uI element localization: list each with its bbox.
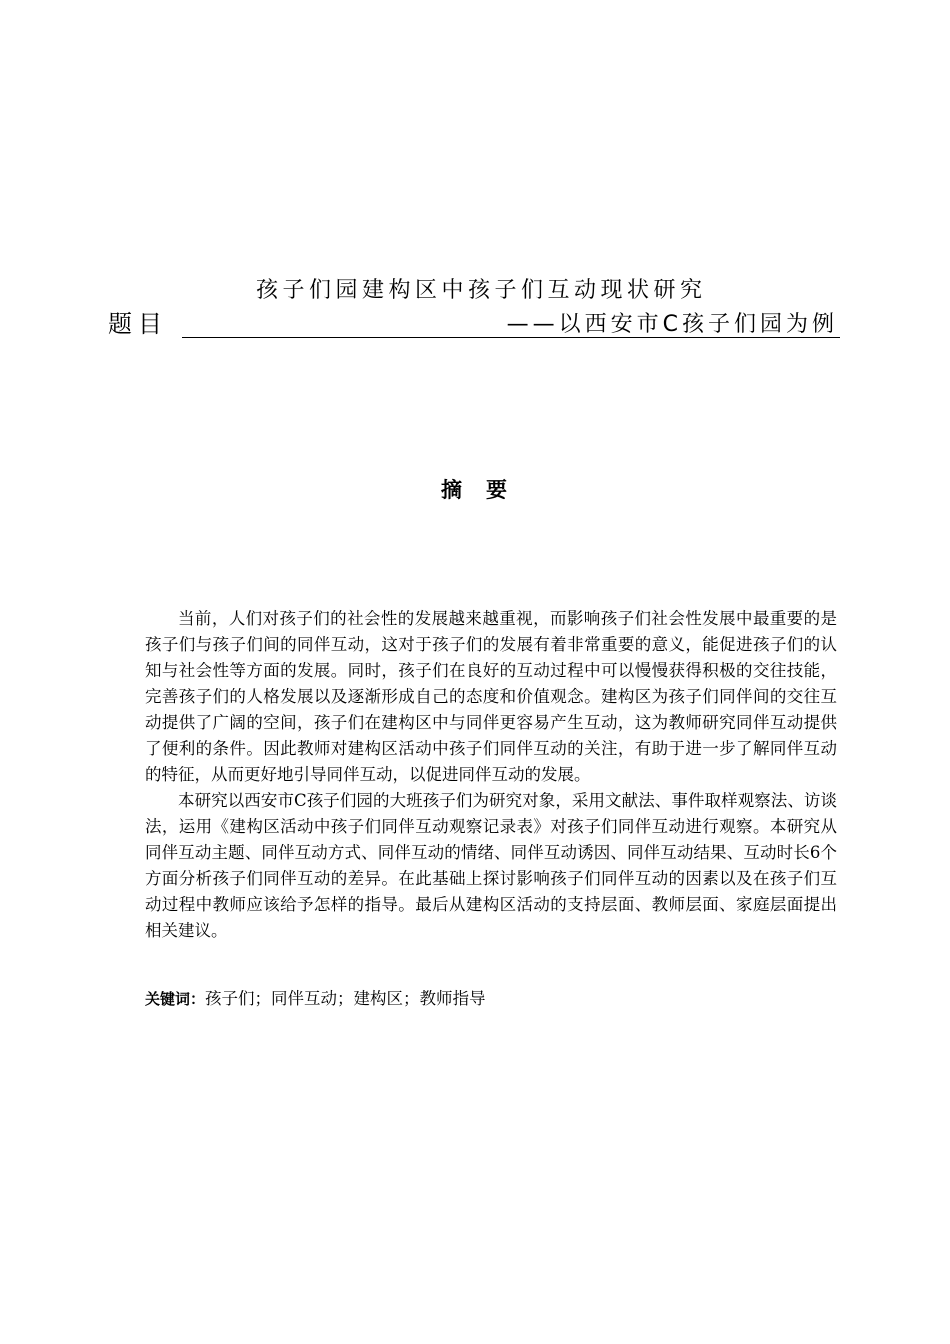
keywords-value: 孩子们；同伴互动；建构区；教师指导 [205,989,486,1008]
title-label: 题目 [108,310,168,338]
keywords-label: 关键词： [145,990,206,1008]
abstract-heading [0,476,950,504]
abstract-paragraph: 本研究以西安市C孩子们园的大班孩子们为研究对象，采用文献法、事件取样观察法、访谈法，运用《建构区活动中孩子们同伴互动观察记录表》对孩子们同伴互动进行观察。本研究从同伴互动主题、同伴互动方式、同伴互动的情绪、同伴互动诱因、同伴互动结果、互动时长6个方面分析孩子们同伴互动的差异。在此基础上探讨影响孩子们同伴互动的因素以及在孩子们互动过程中教师应该给予怎样的指导。最后从建构区活动的支持层面、教师层面、家庭层面提出相关建议。 [145,791,837,940]
keywords [145,986,837,1012]
thesis-title-main: 孩子们园建构区中孩子们互动现状研究 [256,278,707,303]
abstract-heading-char-2: 要 [486,478,509,502]
abstract-body [145,606,837,944]
title-underline [182,337,840,338]
thesis-title-subtitle: ——以西安市C孩子们园为例 [506,312,838,337]
abstract-paragraph: 当前，人们对孩子们的社会性的发展越来越重视，而影响孩子们社会性发展中最重要的是孩子们与孩子们间的同伴互动，这对于孩子们的发展有着非常重要的意义，能促进孩子们的认知与社会性等方面的发展。同时，孩子们在良好的互动过程中可以慢慢获得积极的交往技能，完善孩子们的人格发展以及逐渐形成自己的态度和价值观念。建构区为孩子们同伴间的交往互动提供了广阔的空间，孩子们在建构区中与同伴更容易产生互动，这为教师研究同伴互动提供了便利的条件。因此教师对建构区活动中孩子们同伴互动的关注，有助于进一步了解同伴互动的特征，从而更好地引导同伴互动，以促进同伴互动的发展。 [145,609,837,784]
abstract-heading-char-1: 摘 [441,478,464,502]
